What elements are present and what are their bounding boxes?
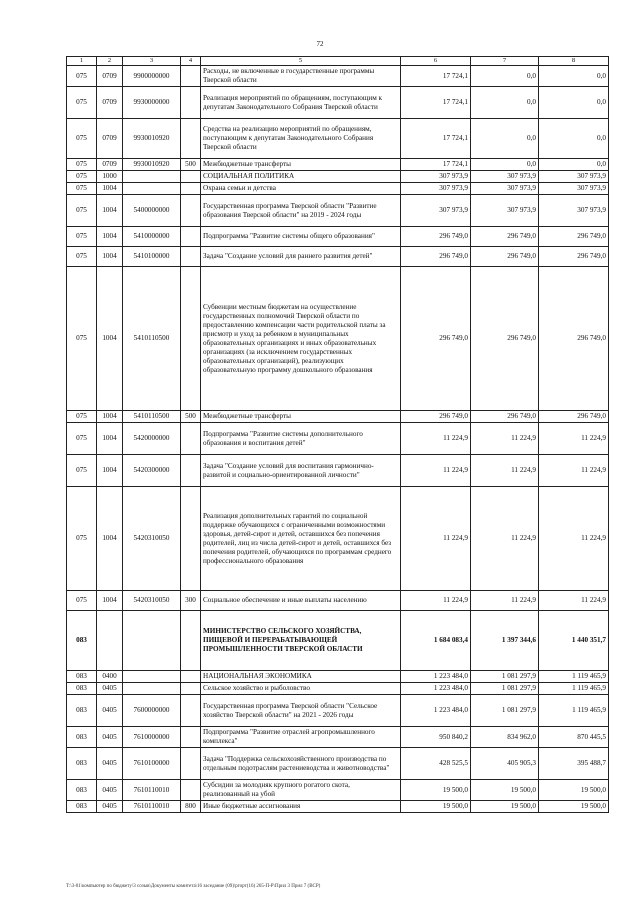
cell-code-admin: 083 (67, 727, 97, 748)
cell-value-8: 11 224,9 (539, 591, 609, 611)
cell-name: Субсидии за молодняк крупного рогатого скота, реализованный на убой (201, 780, 401, 801)
cell-value-7: 11 224,9 (471, 591, 539, 611)
cell-value-6: 296 749,0 (401, 247, 471, 267)
cell-code-expense-type: 500 (181, 159, 201, 171)
cell-value-7: 11 224,9 (471, 455, 539, 487)
cell-code-section: 1000 (97, 171, 123, 183)
cell-code-target: 7610000000 (123, 727, 181, 748)
header-row (67, 57, 609, 66)
cell-value-8: 870 445,5 (539, 727, 609, 748)
cell-name: Государственная программа Тверской области "Развитие образования Тверской области" на 2019 - 2024 годы (201, 195, 401, 227)
cell-value-8: 307 973,9 (539, 183, 609, 195)
cell-code-admin: 083 (67, 695, 97, 727)
cell-value-8: 11 224,9 (539, 455, 609, 487)
cell-value-6: 1 223 484,0 (401, 683, 471, 695)
cell-code-section: 0405 (97, 727, 123, 748)
cell-value-6: 296 749,0 (401, 411, 471, 423)
cell-code-expense-type (181, 87, 201, 119)
cell-value-7: 11 224,9 (471, 423, 539, 455)
table-row (67, 423, 609, 455)
cell-name: Охрана семьи и детства (201, 183, 401, 195)
cell-code-admin: 075 (67, 119, 97, 159)
table-body (67, 66, 609, 813)
cell-code-section: 0709 (97, 87, 123, 119)
cell-code-expense-type (181, 695, 201, 727)
cell-code-expense-type (181, 611, 201, 671)
table-row (67, 780, 609, 801)
table-row (67, 227, 609, 247)
cell-code-section: 0709 (97, 66, 123, 87)
cell-code-section: 0709 (97, 159, 123, 171)
cell-code-target: 9930010920 (123, 159, 181, 171)
file-path-footer: T:\3-01\компьютер по бюджету\3 созыв\Документы комитета\16 заседание (09)\ргорт(16) 265-П-Р\Прил 3 Прил 7 (ВСР) (66, 884, 321, 889)
col-header-2: 2 (97, 57, 123, 66)
cell-code-expense-type (181, 183, 201, 195)
cell-value-6: 11 224,9 (401, 423, 471, 455)
cell-code-admin: 083 (67, 801, 97, 813)
table-row (67, 591, 609, 611)
cell-code-expense-type (181, 119, 201, 159)
cell-value-7: 0,0 (471, 87, 539, 119)
table-row (67, 695, 609, 727)
cell-value-8: 307 973,9 (539, 195, 609, 227)
table-row (67, 748, 609, 780)
cell-name: Государственная программа Тверской области "Сельское хозяйство Тверской области" на 2021 - 2026 годы (201, 695, 401, 727)
cell-value-6: 950 840,2 (401, 727, 471, 748)
cell-value-7: 307 973,9 (471, 171, 539, 183)
cell-value-7: 307 973,9 (471, 183, 539, 195)
cell-value-8: 0,0 (539, 87, 609, 119)
cell-value-7: 19 500,0 (471, 780, 539, 801)
cell-code-admin: 075 (67, 227, 97, 247)
cell-code-section: 0405 (97, 801, 123, 813)
cell-code-section: 1004 (97, 195, 123, 227)
cell-value-7: 1 081 297,9 (471, 695, 539, 727)
cell-code-expense-type: 300 (181, 591, 201, 611)
cell-code-target: 5410100000 (123, 247, 181, 267)
col-header-6: 6 (401, 57, 471, 66)
cell-code-admin: 075 (67, 195, 97, 227)
cell-code-admin: 083 (67, 780, 97, 801)
cell-value-7: 296 749,0 (471, 247, 539, 267)
budget-table (66, 56, 609, 813)
cell-name: Задача "Создание условий для воспитания гармонично-развитой и социально-ориентированной личности" (201, 455, 401, 487)
cell-value-8: 395 488,7 (539, 748, 609, 780)
cell-code-section: 1004 (97, 455, 123, 487)
cell-code-target: 7600000000 (123, 695, 181, 727)
cell-code-target: 9930000000 (123, 87, 181, 119)
cell-code-target: 5410110500 (123, 267, 181, 411)
cell-code-expense-type (181, 247, 201, 267)
cell-name: Подпрограмма "Развитие системы дополнительного образования и воспитания детей" (201, 423, 401, 455)
cell-value-8: 1 119 465,9 (539, 683, 609, 695)
cell-value-6: 1 223 484,0 (401, 695, 471, 727)
cell-name: Задача "Создание условий для раннего развития детей" (201, 247, 401, 267)
col-header-7: 7 (471, 57, 539, 66)
cell-name: Субвенции местным бюджетам на осуществление государственных полномочий Тверской области по предоставлению компенсации части родительской платы за присмотр и уход за ребенком в муниципальных образовательных организациях и иных образовательных организациях (за исключением государственных образовательных организаций), реализующих образовательную программу дошкольного образования (201, 267, 401, 411)
cell-code-expense-type (181, 455, 201, 487)
cell-value-7: 19 500,0 (471, 801, 539, 813)
cell-value-8: 0,0 (539, 159, 609, 171)
cell-value-7: 0,0 (471, 66, 539, 87)
cell-code-expense-type: 800 (181, 801, 201, 813)
cell-code-section: 1004 (97, 247, 123, 267)
table-row (67, 247, 609, 267)
cell-code-target (123, 171, 181, 183)
cell-value-8: 11 224,9 (539, 487, 609, 591)
cell-code-admin: 075 (67, 247, 97, 267)
cell-name: НАЦИОНАЛЬНАЯ ЭКОНОМИКА (201, 671, 401, 683)
cell-code-target: 9900000000 (123, 66, 181, 87)
table-row (67, 727, 609, 748)
cell-value-8: 296 749,0 (539, 247, 609, 267)
cell-code-target: 7610100000 (123, 748, 181, 780)
cell-value-7: 0,0 (471, 159, 539, 171)
cell-value-7: 307 973,9 (471, 195, 539, 227)
table-row (67, 119, 609, 159)
cell-name: Иные бюджетные ассигнования (201, 801, 401, 813)
cell-value-6: 17 724,1 (401, 66, 471, 87)
cell-value-8: 307 973,9 (539, 171, 609, 183)
cell-value-6: 307 973,9 (401, 195, 471, 227)
cell-value-7: 0,0 (471, 119, 539, 159)
cell-code-section: 0405 (97, 683, 123, 695)
cell-code-admin: 075 (67, 487, 97, 591)
col-header-1: 1 (67, 57, 97, 66)
cell-code-section: 1004 (97, 227, 123, 247)
cell-code-admin: 075 (67, 267, 97, 411)
cell-code-admin: 083 (67, 671, 97, 683)
cell-code-expense-type (181, 66, 201, 87)
table-row (67, 66, 609, 87)
cell-value-7: 1 081 297,9 (471, 671, 539, 683)
cell-value-7: 834 962,0 (471, 727, 539, 748)
cell-code-expense-type (181, 487, 201, 591)
cell-name: МИНИСТЕРСТВО СЕЛЬСКОГО ХОЗЯЙСТВА, ПИЩЕВОЙ И ПЕРЕРАБАТЫВАЮЩЕЙ ПРОМЫШЛЕННОСТИ ТВЕРСКОЙ ОБЛАСТИ (201, 611, 401, 671)
cell-code-expense-type (181, 748, 201, 780)
table-row (67, 267, 609, 411)
cell-code-expense-type (181, 171, 201, 183)
cell-code-admin: 075 (67, 66, 97, 87)
cell-value-6: 11 224,9 (401, 455, 471, 487)
cell-value-6: 17 724,1 (401, 159, 471, 171)
cell-name: СОЦИАЛЬНАЯ ПОЛИТИКА (201, 171, 401, 183)
cell-code-target: 5420000000 (123, 423, 181, 455)
cell-code-target: 9930010920 (123, 119, 181, 159)
cell-name: Реализация мероприятий по обращениям, поступающим к депутатам Законодательного Собрания Тверской области (201, 87, 401, 119)
cell-value-8: 19 500,0 (539, 801, 609, 813)
cell-name: Задача "Поддержка сельскохозяйственного производства по отдельным подотраслям растениеводства и животноводства" (201, 748, 401, 780)
cell-code-admin: 083 (67, 611, 97, 671)
cell-code-admin: 083 (67, 748, 97, 780)
cell-name: Средства на реализацию мероприятий по обращениям, поступающим к депутатам Законодательного Собрания Тверской области (201, 119, 401, 159)
cell-name: Сельское хозяйство и рыболовство (201, 683, 401, 695)
cell-value-6: 17 724,1 (401, 87, 471, 119)
table-row (67, 671, 609, 683)
table-row (67, 195, 609, 227)
table-row (67, 159, 609, 171)
cell-code-target (123, 671, 181, 683)
cell-value-8: 1 440 351,7 (539, 611, 609, 671)
cell-code-expense-type (181, 227, 201, 247)
cell-value-8: 296 749,0 (539, 227, 609, 247)
col-header-3: 3 (123, 57, 181, 66)
cell-value-7: 296 749,0 (471, 411, 539, 423)
cell-name: Расходы, не включенные в государственные программы Тверской области (201, 66, 401, 87)
cell-code-target: 5410110500 (123, 411, 181, 423)
table-row (67, 611, 609, 671)
cell-value-7: 296 749,0 (471, 227, 539, 247)
cell-value-7: 11 224,9 (471, 487, 539, 591)
cell-code-section: 0405 (97, 748, 123, 780)
cell-code-admin: 075 (67, 455, 97, 487)
cell-value-6: 296 749,0 (401, 227, 471, 247)
cell-code-expense-type: 500 (181, 411, 201, 423)
cell-value-6: 1 684 083,4 (401, 611, 471, 671)
table-row (67, 683, 609, 695)
cell-value-6: 19 500,0 (401, 801, 471, 813)
cell-code-expense-type (181, 727, 201, 748)
table-row (67, 487, 609, 591)
cell-code-admin: 075 (67, 183, 97, 195)
table-row (67, 171, 609, 183)
cell-code-expense-type (181, 267, 201, 411)
cell-value-6: 307 973,9 (401, 171, 471, 183)
table-row (67, 411, 609, 423)
cell-value-7: 1 081 297,9 (471, 683, 539, 695)
col-header-5: 5 (201, 57, 401, 66)
cell-code-section: 0400 (97, 671, 123, 683)
cell-code-admin: 075 (67, 171, 97, 183)
cell-value-6: 11 224,9 (401, 487, 471, 591)
cell-code-target: 5420310050 (123, 487, 181, 591)
cell-value-7: 296 749,0 (471, 267, 539, 411)
table-row (67, 87, 609, 119)
cell-code-admin: 075 (67, 591, 97, 611)
cell-code-target: 5410000000 (123, 227, 181, 247)
cell-value-6: 17 724,1 (401, 119, 471, 159)
cell-value-8: 0,0 (539, 119, 609, 159)
cell-value-6: 428 525,5 (401, 748, 471, 780)
cell-value-8: 0,0 (539, 66, 609, 87)
cell-code-expense-type (181, 671, 201, 683)
cell-code-expense-type (181, 195, 201, 227)
cell-code-expense-type (181, 780, 201, 801)
cell-code-expense-type (181, 683, 201, 695)
col-header-4: 4 (181, 57, 201, 66)
cell-value-6: 11 224,9 (401, 591, 471, 611)
cell-code-target (123, 611, 181, 671)
cell-value-8: 1 119 465,9 (539, 695, 609, 727)
cell-code-target: 5420310050 (123, 591, 181, 611)
cell-code-admin: 075 (67, 423, 97, 455)
cell-code-admin: 075 (67, 159, 97, 171)
cell-code-target: 5400000000 (123, 195, 181, 227)
cell-code-target: 7610110010 (123, 801, 181, 813)
cell-value-8: 296 749,0 (539, 411, 609, 423)
cell-code-target (123, 683, 181, 695)
cell-name: Подпрограмма "Развитие системы общего образования" (201, 227, 401, 247)
cell-code-section: 0405 (97, 780, 123, 801)
cell-code-section: 0709 (97, 119, 123, 159)
cell-code-section: 1004 (97, 183, 123, 195)
cell-name: Межбюджетные трансферты (201, 159, 401, 171)
col-header-8: 8 (539, 57, 609, 66)
cell-code-section: 1004 (97, 423, 123, 455)
cell-value-6: 19 500,0 (401, 780, 471, 801)
cell-code-expense-type (181, 423, 201, 455)
cell-code-target: 7610110010 (123, 780, 181, 801)
cell-name: Реализация дополнительных гарантий по социальной поддержке обучающихся с ограниченными возможностями здоровья, детей-сирот и детей, оставшихся без попечения родителей, лиц из числа детей-сирот и детей, оставшихся без попечения родителей, обучающихся по программам среднего профессионального образования (201, 487, 401, 591)
cell-value-6: 296 749,0 (401, 267, 471, 411)
cell-code-section: 1004 (97, 267, 123, 411)
cell-value-6: 307 973,9 (401, 183, 471, 195)
cell-code-target (123, 183, 181, 195)
cell-code-target: 5420300000 (123, 455, 181, 487)
table-row (67, 801, 609, 813)
cell-code-section: 1004 (97, 411, 123, 423)
cell-value-8: 1 119 465,9 (539, 671, 609, 683)
page-number: 72 (316, 40, 324, 48)
cell-code-admin: 075 (67, 411, 97, 423)
cell-code-section: 0405 (97, 695, 123, 727)
cell-value-7: 405 905,3 (471, 748, 539, 780)
cell-value-8: 11 224,9 (539, 423, 609, 455)
cell-name: Подпрограмма "Развитие отраслей агропромышленного комплекса" (201, 727, 401, 748)
cell-value-7: 1 397 344,6 (471, 611, 539, 671)
cell-name: Социальное обеспечение и иные выплаты населению (201, 591, 401, 611)
cell-value-8: 19 500,0 (539, 780, 609, 801)
cell-code-section (97, 611, 123, 671)
cell-code-section: 1004 (97, 591, 123, 611)
table-row (67, 183, 609, 195)
cell-value-6: 1 223 484,0 (401, 671, 471, 683)
cell-value-8: 296 749,0 (539, 267, 609, 411)
cell-name: Межбюджетные трансферты (201, 411, 401, 423)
cell-code-section: 1004 (97, 487, 123, 591)
cell-code-admin: 075 (67, 87, 97, 119)
cell-code-admin: 083 (67, 683, 97, 695)
table-row (67, 455, 609, 487)
